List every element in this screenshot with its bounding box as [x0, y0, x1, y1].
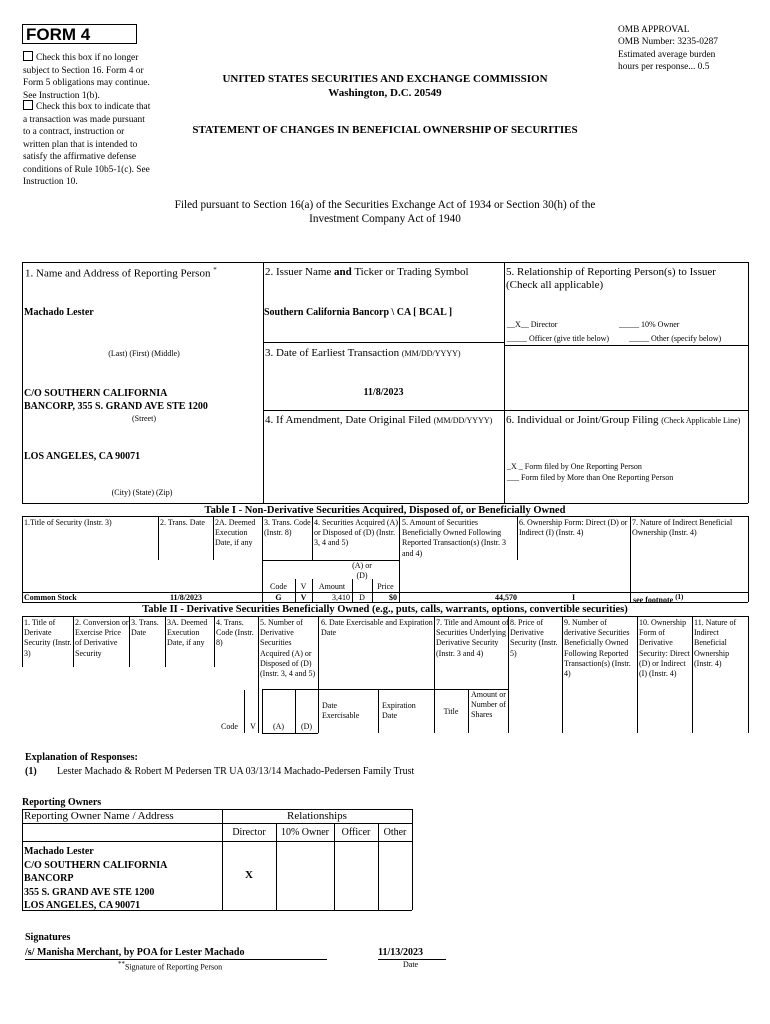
t1-sub-aord: (A) or (D)	[352, 561, 372, 581]
t2-sub-title: Title	[443, 707, 459, 716]
explanation-text: Lester Machado & Robert M Pedersen TR UA 03/13/14 Machado-Pedersen Family Trust	[57, 766, 415, 777]
t2-h6: 6. Date Exercisable and Expiration Date	[321, 618, 433, 638]
form-title: FORM 4	[22, 24, 137, 44]
t1-row-nature-footnote[interactable]: (1)	[675, 593, 684, 601]
rule10b5-checkbox-text: Check this box to indicate that a transaction was made pursuant to a contract, instruction or written plan that is intended to satisfy the affirmative defense conditions of Rule 10b5-1(c). See Instruction 10.	[23, 102, 151, 187]
box4-label-format: (MM/DD/YYYY)	[433, 416, 493, 425]
owners-col-tenpct: 10% Owner	[280, 827, 330, 838]
owners-col-other: Other	[383, 827, 407, 838]
t1-row-v: V	[300, 593, 307, 602]
t2-h8: 8. Price of Derivative Security (Instr. 5)	[510, 618, 558, 658]
owners-col-officer: Officer	[341, 827, 371, 838]
t1-sub-code: Code	[270, 582, 287, 591]
rel-officer: _____ Officer (give title below)	[507, 334, 610, 343]
statement-title: STATEMENT OF CHANGES IN BENEFICIAL OWNERSHIP OF SECURITIES	[192, 124, 578, 136]
commission-name: UNITED STATES SECURITIES AND EXCHANGE COMMISSION	[222, 73, 548, 85]
street-line1: C/O SOUTHERN CALIFORNIA	[24, 388, 168, 399]
filing-more-persons: ___ Form filed by More than One Reporting Person	[507, 473, 674, 482]
box1-label	[25, 266, 260, 281]
commission-city: Washington, D.C. 20549	[328, 87, 442, 99]
city-state-zip: LOS ANGELES, CA 90071	[24, 451, 141, 462]
box4-label-text: 4. If Amendment, Date Original Filed	[265, 414, 431, 426]
box5-sublabel: (Check all applicable)	[506, 279, 604, 291]
omb-approval: OMB APPROVAL	[618, 25, 690, 35]
signer-name: /s/ Manisha Merchant, by POA for Lester Machado	[25, 947, 245, 958]
box6-label-text: 6. Individual or Joint/Group Filing	[506, 414, 659, 426]
box5-label: 5. Relationship of Reporting Person(s) to Issuer	[506, 266, 716, 278]
signer-caption-text: Signature of Reporting Person	[125, 962, 223, 972]
signature-date: 11/13/2023	[378, 947, 424, 958]
box3-label-format: (MM/DD/YYYY)	[401, 349, 461, 358]
rule10b5-checkbox-box[interactable]	[23, 100, 33, 110]
t1-row-price: $0	[389, 593, 397, 602]
t2-h3a: 3A. Deemed Execution Date, if any	[167, 618, 208, 648]
t1-row-title: Common Stock	[24, 593, 77, 602]
earliest-transaction-date: 11/8/2023	[363, 387, 404, 398]
box2-label-and: and	[334, 266, 352, 278]
t1-h4: 4. Securities Acquired (A) or Disposed of (D) (Instr. 3, 4 and 5)	[314, 518, 398, 548]
owners-col-relationships: Relationships	[287, 810, 347, 822]
explanation-num: (1)	[25, 766, 37, 777]
t2-h5: 5. Number of Derivative Securities Acquired (A) or Disposed of (D) (Instr. 3, 4 and 5)	[260, 618, 316, 679]
t1-row-form: I	[571, 593, 576, 602]
t1-row-date: 11/8/2023	[170, 593, 203, 602]
box6-label	[506, 414, 746, 427]
street-caption: (Street)	[132, 414, 156, 423]
t1-row-code: G	[275, 593, 282, 602]
t2-h10: 10. Ownership Form of Derivative Security: Direct (D) or Indirect (I) (Instr. 4)	[639, 618, 690, 679]
filing-one-person: _X _ Form filed by One Reporting Person	[507, 462, 642, 471]
omb-burden-1: Estimated average burden	[618, 49, 716, 60]
t1-h2a: 2A. Deemed Execution Date, if any	[215, 518, 256, 548]
omb-number: OMB Number: 3235-0287	[618, 37, 718, 48]
box1-footnote-mark: *	[213, 266, 217, 274]
t1-row-owned: 44,570	[495, 593, 517, 602]
street-line2: BANCORP, 355 S. GRAND AVE STE 1200	[24, 400, 208, 412]
t1-row-aord: D	[359, 593, 365, 602]
box6-label-note: (Check Applicable Line)	[661, 416, 741, 425]
box4-label	[265, 414, 505, 427]
t2-h11: 11. Nature of Indirect Beneficial Ownership (Instr. 4)	[694, 618, 737, 668]
box2-label-pre: 2. Issuer Name	[265, 266, 335, 278]
t2-sub-exercisable: Date Exercisable	[322, 701, 360, 721]
t2-h9: 9. Number of derivative Securities Beneficially Owned Following Reported Transaction(s) (Instr. 4)	[564, 618, 631, 679]
name-caption: (Last) (First) (Middle)	[108, 349, 180, 358]
t2-sub-code: Code	[221, 722, 238, 731]
t1-sub-amount: Amount	[318, 582, 346, 591]
t2-h7: 7. Title and Amount of Securities Underlying Derivative Security (Instr. 3 and 4)	[436, 618, 509, 658]
issuer-name: Southern California Bancorp \ CA [ BCAL ]	[264, 307, 453, 318]
t2-sub-d: (D)	[300, 722, 313, 731]
box3-label-text: 3. Date of Earliest Transaction	[265, 347, 400, 359]
signatures-title: Signatures	[25, 932, 71, 943]
t2-sub-v: V	[250, 722, 256, 731]
box3-label	[265, 347, 503, 360]
omb-burden-2: hours per response... 0.5	[618, 61, 710, 72]
explanation-title: Explanation of Responses:	[25, 752, 138, 763]
rel-other: _____ Other (specify below)	[629, 334, 722, 343]
table2-title: Table II - Derivative Securities Beneficially Owned (e.g., puts, calls, warrants, options, convertible securities)	[142, 604, 628, 615]
t2-sub-a: (A)	[272, 722, 285, 731]
t2-h4: 4. Trans. Code (Instr. 8)	[216, 618, 254, 648]
t1-h5: 5. Amount of Securities Beneficially Owned Following Reported Transaction(s) (Instr. 3 and 4)	[402, 518, 506, 558]
owner-line-1: Machado Lester	[24, 846, 94, 857]
reporting-person-name: Machado Lester	[24, 307, 94, 318]
omb-box	[618, 24, 758, 73]
date-caption: Date	[403, 960, 419, 969]
owner-line-2: C/O SOUTHERN CALIFORNIA	[24, 859, 168, 871]
owner-director-mark: X	[245, 869, 253, 881]
section16-checkbox-box[interactable]	[23, 51, 33, 61]
t2-h2: 2. Conversion or Exercise Price of Derivative Security	[75, 618, 129, 658]
t1-h6: 6. Ownership Form: Direct (D) or Indirect (I) (Instr. 4)	[519, 518, 628, 538]
checkbox-rule10b5[interactable]	[23, 100, 151, 189]
t1-h3: 3. Trans. Code (Instr. 8)	[264, 518, 311, 538]
signer-caption-mark: **	[118, 960, 125, 968]
box2-label	[265, 266, 503, 279]
table1-title: Table I - Non-Derivative Securities Acquired, Disposed of, or Beneficially Owned	[204, 505, 566, 516]
filed-pursuant-line2: Investment Company Act of 1940	[309, 213, 461, 225]
checkbox-section16[interactable]	[23, 51, 153, 102]
t1-sub-v: V	[300, 582, 307, 591]
filed-pursuant-line1: Filed pursuant to Section 16(a) of the Securities Exchange Act of 1934 or Section 30(h) of the	[174, 199, 596, 211]
t2-sub-amount: Amount or Number of Shares	[471, 690, 506, 720]
t1-h2: 2. Trans. Date	[160, 518, 205, 527]
t1-sub-price: Price	[377, 582, 394, 591]
owner-address-block	[24, 845, 167, 913]
rel-ten-pct: _____ 10% Owner	[619, 320, 680, 329]
t2-sub-expiration: Expiration Date	[382, 701, 416, 721]
owner-line-4: 355 S. GRAND AVE STE 1200	[24, 886, 155, 898]
owner-line-3: BANCORP	[24, 873, 74, 884]
rel-director: __X__ Director	[507, 320, 558, 329]
t1-h7: 7. Nature of Indirect Beneficial Ownership (Instr. 4)	[632, 518, 733, 538]
signer-caption	[118, 960, 222, 973]
owners-title: Reporting Owners	[22, 797, 102, 808]
t1-row-amount: 3,410	[332, 593, 350, 602]
owners-col-name: Reporting Owner Name / Address	[24, 810, 174, 822]
t2-h3: 3. Trans. Date	[131, 618, 159, 638]
box2-label-post: Ticker or Trading Symbol	[351, 266, 469, 278]
city-caption: (City) (State) (Zip)	[111, 488, 173, 497]
owner-line-5: LOS ANGELES, CA 90071	[24, 900, 141, 911]
t1-h1: 1.Title of Security (Instr. 3)	[24, 518, 112, 527]
t2-h1: 1. Title of Derivate Security (Instr. 3)	[24, 618, 72, 658]
owners-col-director: Director	[232, 827, 266, 838]
box1-label-text: 1. Name and Address of Reporting Person	[25, 267, 211, 280]
t1-row-nature-text: see footnote	[633, 595, 674, 605]
section16-checkbox-text: Check this box if no longer subject to Section 16. Form 4 or Form 5 obligations may continue. See Instruction 1(b).	[23, 53, 150, 101]
